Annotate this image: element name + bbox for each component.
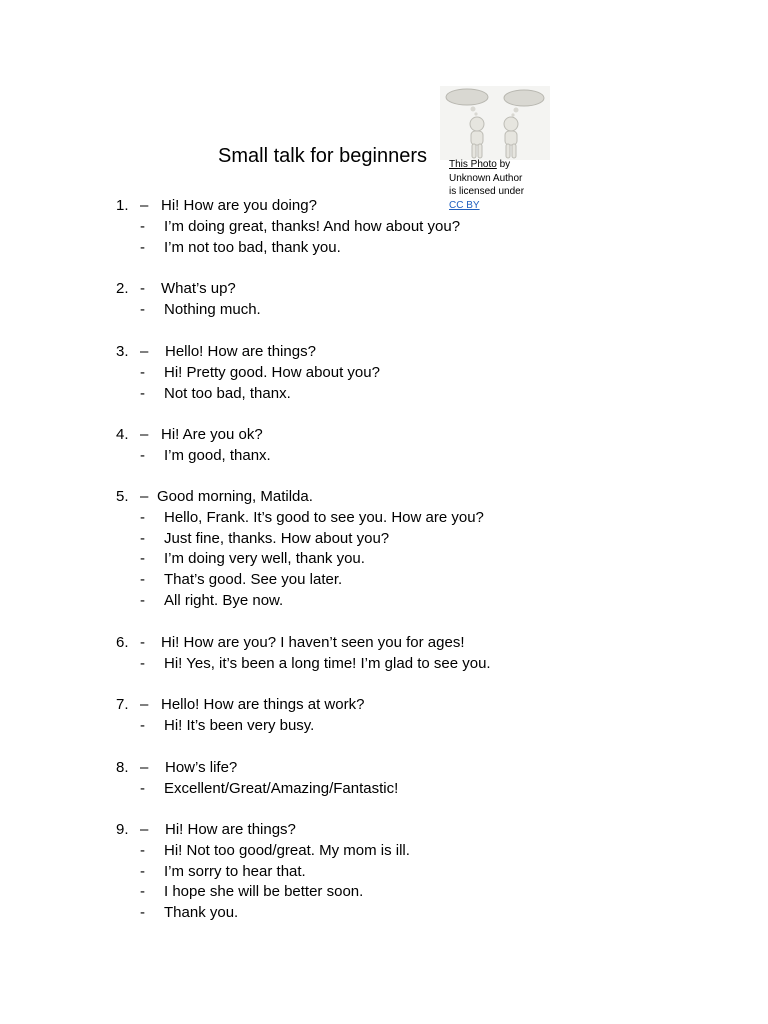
dialogue-dash: - — [140, 655, 145, 672]
dialogue-line: What’s up? — [161, 280, 236, 297]
dialogue-line: I’m sorry to hear that. — [164, 863, 306, 880]
dialogue-dash: – — [140, 343, 149, 360]
dialogue-line: Hi! Are you ok? — [161, 426, 263, 443]
dialogue-number: 1. — [116, 197, 129, 214]
dialogue-line: That’s good. See you later. — [164, 571, 343, 588]
dialogue-number: 9. — [116, 821, 129, 838]
dialogue-number: 8. — [116, 759, 129, 776]
attribution-license-text: is licensed under — [449, 186, 525, 197]
dialogue-dash: - — [140, 280, 145, 297]
dialogue-line: Hi! Not too good/great. My mom is ill. — [164, 842, 410, 859]
dialogue-dash: - — [140, 634, 145, 651]
dialogue-line: Thank you. — [164, 904, 239, 921]
dialogue-dash: - — [140, 447, 145, 464]
dialogue-line: Nothing much. — [164, 301, 261, 318]
dialogue-number: 7. — [116, 696, 129, 713]
dialogue-dash: – — [140, 759, 149, 776]
dialogue-line: Hi! Pretty good. How about you? — [164, 364, 380, 381]
dialogue-dash: – — [140, 426, 149, 443]
dialogue-dash: - — [140, 883, 145, 900]
dialogue-line: Hi! It’s been very busy. — [164, 717, 315, 734]
dialogue-line: I’m doing very well, thank you. — [164, 550, 365, 567]
dialogue-dash: - — [140, 218, 145, 235]
dialogue-line: I hope she will be better soon. — [164, 883, 364, 900]
dialogue-dash: - — [140, 550, 145, 567]
dialogue-line: Just fine, thanks. How about you? — [164, 530, 390, 547]
dialogue-dash: - — [140, 863, 145, 880]
dialogue-dash: - — [140, 301, 145, 318]
dialogue-dash: - — [140, 717, 145, 734]
dialogue-dash: - — [140, 592, 145, 609]
dialogue-line: I’m not too bad, thank you. — [164, 239, 341, 256]
dialogue-dash: – — [140, 197, 149, 214]
dialogue-number: 6. — [116, 634, 129, 651]
dialogue-line: I’m doing great, thanks! And how about you? — [164, 218, 461, 235]
dialogue-line: Hi! How are you? I haven’t seen you for ages! — [161, 634, 465, 651]
dialogue-dash: - — [140, 509, 145, 526]
dialogue-dash: – — [140, 488, 149, 505]
dialogue-dash: - — [140, 385, 145, 402]
small-talk-figures-image — [440, 86, 550, 160]
dialogue-dash: - — [140, 904, 145, 921]
dialogue-number: 2. — [116, 280, 129, 297]
license-link[interactable]: CC BY — [449, 199, 480, 211]
dialogue-number: 3. — [116, 343, 129, 360]
page-title: Small talk for beginners — [218, 145, 427, 167]
dialogue-number: 5. — [116, 488, 129, 505]
dialogue-dash: - — [140, 780, 145, 797]
dialogue-line: Hello, Frank. It’s good to see you. How are you? — [164, 509, 484, 526]
dialogue-line: All right. Bye now. — [164, 592, 284, 609]
dialogue-line: Excellent/Great/Amazing/Fantastic! — [164, 780, 399, 797]
dialogue-dash: - — [140, 842, 145, 859]
this-photo-link[interactable]: This Photo — [449, 159, 497, 170]
dialogue-dash: - — [140, 239, 145, 256]
dialogue-line: I’m good, thanx. — [164, 447, 271, 464]
attribution-author: Unknown Author — [449, 172, 523, 184]
people-talking-icon — [440, 86, 550, 160]
dialogue-number: 4. — [116, 426, 129, 443]
dialogue-dash: – — [140, 821, 149, 838]
dialogue-line: Good morning, Matilda. — [157, 488, 313, 505]
attribution-by: by — [496, 159, 511, 170]
dialogue-line: Hi! How are you doing? — [161, 197, 317, 214]
dialogue-dash: – — [140, 696, 149, 713]
dialogue-dash: - — [140, 530, 145, 547]
dialogue-line: Hi! How are things? — [165, 821, 296, 838]
photo-attribution — [449, 158, 549, 212]
dialogue-line: Hello! How are things at work? — [161, 696, 365, 713]
dialogue-line: Hello! How are things? — [165, 343, 316, 360]
dialogue-dash: - — [140, 364, 145, 381]
dialogue-line: How’s life? — [165, 759, 238, 776]
dialogue-dash: - — [140, 571, 145, 588]
dialogue-line: Hi! Yes, it’s been a long time! I’m glad to see you. — [164, 655, 491, 672]
dialogue-line: Not too bad, thanx. — [164, 385, 291, 402]
